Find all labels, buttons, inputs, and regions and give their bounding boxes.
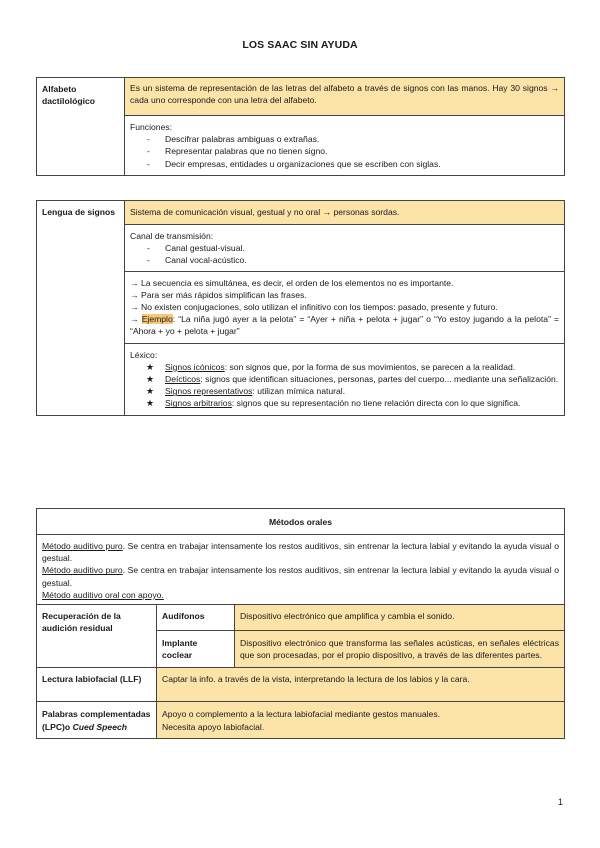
term: Deícticos	[165, 374, 201, 385]
note-simplifican: → Para ser más rápidos simplifican las frases.	[130, 289, 307, 300]
term-desc: : signos que identifican situaciones, personas, partes del cuerpo... mediante una señalización.	[200, 374, 559, 385]
metodo-2	[42, 564, 559, 588]
lpc-label-text: Palabras complementadas (LPC)o	[42, 709, 151, 732]
dactilologico-table	[36, 77, 565, 176]
notes-cell	[125, 271, 565, 343]
example-text: : “La niña jugó ayer a la pelota” = “Ayer + niña + pelota + jugar” o “Yo estoy jugando a la pelota” = “Ahora + yo + pelota + jugar”	[130, 314, 559, 337]
metodos-header: Métodos orales	[37, 509, 565, 535]
page-title: LOS SAAC SIN AYUDA	[242, 39, 358, 51]
dactilologico-functions	[125, 116, 565, 176]
lengua-signos-label: Lengua de signos	[37, 201, 125, 416]
note-conjugaciones: → No existen conjugaciones, solo utilizan el infinitivo con los tiempos: pasado, presente y futuro.	[130, 302, 498, 313]
llf-label: Lectura labiofacial (LLF)	[37, 668, 157, 702]
list-item: - Canal gestual-visual.	[147, 242, 559, 254]
audifonos-label: Audífonos	[157, 605, 235, 631]
term: Signos representativos	[165, 386, 253, 397]
example-word: Ejemplo	[141, 314, 173, 325]
arrow-prefix: →	[130, 314, 142, 325]
term-desc: : signos que su representación no tiene relación directa con lo que significa.	[231, 398, 521, 409]
metodo-text: . Se centra en trabajar intensamente los restos auditivos, sin entrenar la lectura labial y evitando la ayuda visual o gestual.	[42, 565, 559, 588]
audifonos-desc: Dispositivo electrónico que amplifica y cambia el sonido.	[235, 605, 565, 631]
list-item	[146, 361, 559, 373]
list-item: - Descifrar palabras ambiguas o extrañas.	[147, 133, 559, 145]
canal-list	[147, 242, 559, 266]
metodo-name: Método auditivo puro	[42, 565, 123, 576]
example	[130, 313, 559, 337]
lengua-signos-table	[36, 200, 565, 416]
page-number: 1	[557, 797, 563, 807]
list-item: - Canal vocal-acústico.	[147, 254, 559, 266]
lpc-label	[37, 702, 157, 738]
metodo-1	[42, 540, 559, 564]
lpc-desc-line: Apoyo o complemento a la lectura labiofacial mediante gestos manuales.	[162, 709, 441, 720]
functions-list	[147, 133, 559, 170]
note-simultanea: → La secuencia es simultánea, es decir, el orden de los elementos no es importante.	[130, 277, 454, 288]
implante-label: Implante coclear	[157, 631, 235, 668]
lexico-cell	[125, 343, 565, 415]
lpc-desc	[157, 702, 565, 738]
lpc-desc-line: Necesita apoyo labiofacial.	[162, 721, 265, 732]
list-item	[146, 373, 559, 385]
lpc-label-italic: Cued Speech	[72, 721, 128, 732]
canal-title: Canal de transmisión:	[130, 231, 214, 241]
metodo-name: Método auditivo oral con apoyo.	[42, 589, 164, 600]
lexico-title: Léxico:	[130, 349, 158, 360]
metodos-intro	[37, 535, 565, 605]
term-desc: : son signos que, por la forma de sus movimientos, se parecen a la realidad.	[224, 361, 516, 372]
list-item	[146, 385, 559, 397]
dactilologico-definition: Es un sistema de representación de las letras del alfabeto a través de signos con las manos. Hay 30 signos → cada uno corresponde con una letra del alfabeto.	[125, 78, 565, 116]
metodo-text: . Se centra en trabajar intensamente los restos auditivos, sin entrenar la lectura labial y evitando la ayuda visual o gestual.	[42, 541, 559, 564]
lengua-signos-definition: Sistema de comunicación visual, gestual y no oral → personas sordas.	[125, 201, 565, 225]
term-desc: : utilizan mímica natural.	[252, 386, 346, 397]
recuperacion-label: Recuperación de la audición residual	[37, 605, 157, 668]
implante-desc: Dispositivo electrónico que transforma las señales acústicas, en señales eléctricas que son procesadas, por el propio dispositivo, a través de las diferentes partes.	[235, 631, 565, 668]
list-item: - Decir empresas, entidades u organizaciones que se escriben con siglas.	[147, 158, 559, 170]
term: Signos arbitrarios	[165, 398, 232, 409]
list-item: - Representar palabras que no tienen signo.	[147, 145, 559, 157]
list-item	[146, 397, 559, 409]
term: Signos icónicos	[165, 361, 225, 372]
metodos-table	[36, 508, 565, 739]
llf-desc: Captar la info. a través de la vista, interpretando la lectura de los labios y la cara.	[157, 668, 565, 702]
dactilologico-label: Alfabeto dactilológico	[37, 78, 125, 176]
lexico-list	[146, 361, 559, 410]
canal-cell	[125, 225, 565, 272]
metodo-3	[42, 589, 559, 601]
metodo-name: Método auditivo puro	[42, 541, 123, 551]
functions-title: Funciones:	[130, 122, 173, 132]
